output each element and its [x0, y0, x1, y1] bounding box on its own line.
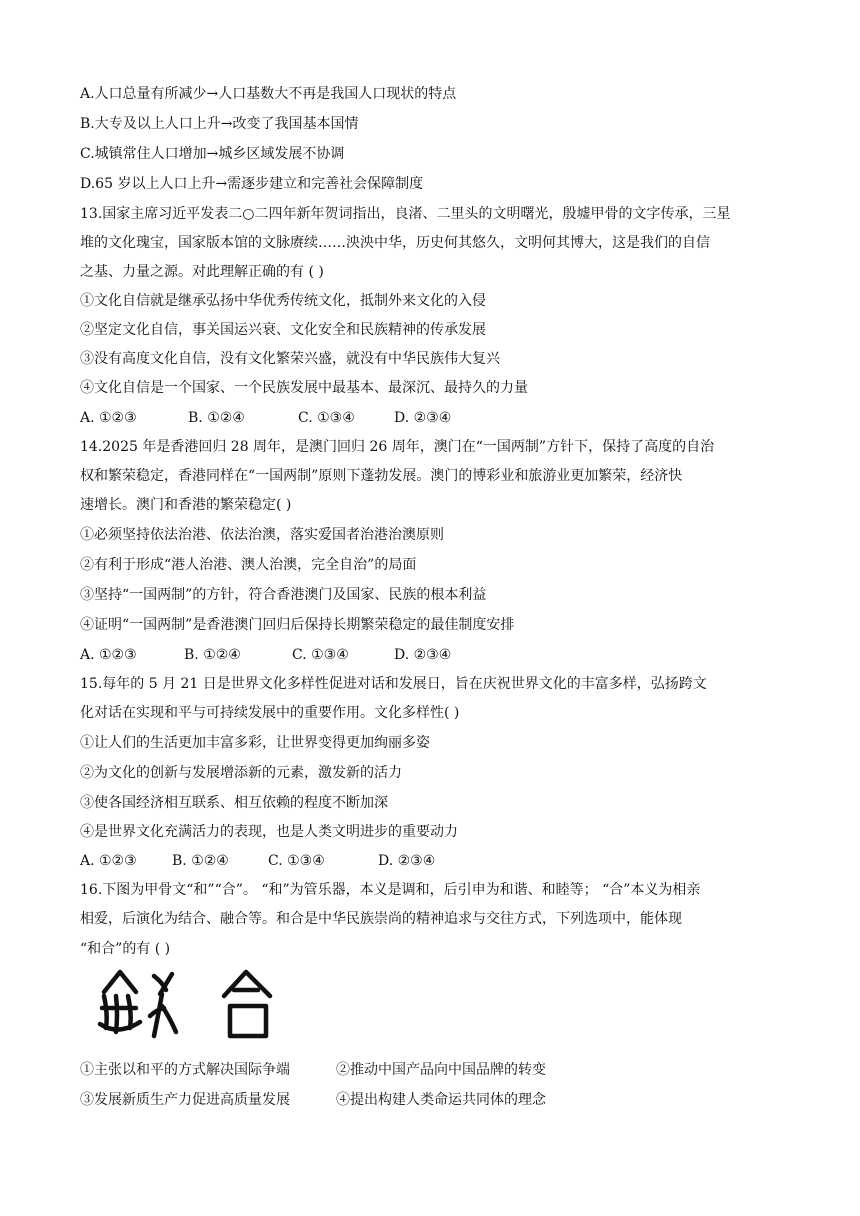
q14-choices	[80, 645, 451, 665]
q14-item-4: ④证明“一国两制”是香港澳门回归后保持长期繁荣稳定的最佳制度安排	[80, 617, 515, 633]
q15-stem-line-1: 15.每年的 5 月 21 日是世界文化多样性促进对话和发展日，旨在庆祝世界文化的丰富多样，弘扬跨文	[80, 676, 707, 692]
q13-stem-line-1: 13.国家主席习近平发表二○二四年新年贺词指出，良渚、二里头的文明曙光，殷墟甲骨的文字传承，三星	[80, 206, 731, 222]
q16-items-row-1	[80, 1060, 546, 1080]
q14-stem-line-3: 速增长。澳门和香港的繁荣稳定( )	[80, 497, 292, 513]
q16-item-4: ④提出构建人类命运共同体的理念	[336, 1092, 546, 1108]
q13-choice-c: C. ①③④	[298, 410, 355, 426]
q13-item-4: ④文化自信是一个国家、一个民族发展中最基本、最深沉、最持久的力量	[80, 380, 528, 396]
q16-stem-line-3: “和合”的有 ( )	[80, 941, 171, 957]
q16-items-row-2	[80, 1090, 546, 1110]
q16-item-3: ③发展新质生产力促进高质量发展	[80, 1092, 290, 1108]
q14-choice-c: C. ①③④	[292, 647, 349, 663]
q14-stem-line-2: 权和繁荣稳定，香港同样在“一国两制”原则下蓬勃发展。澳门的博彩业和旅游业更加繁荣，经济快	[80, 468, 683, 484]
q16-stem-line-2: 相爱，后演化为结合、融合等。和合是中华民族崇尚的精神追求与交往方式，下列选项中，能体现	[80, 911, 682, 927]
q14-choice-b: B. ①②④	[184, 647, 241, 663]
q15-choice-d: D. ②③④	[378, 853, 436, 869]
q16-item-2: ②推动中国产品向中国品牌的转变	[336, 1062, 546, 1078]
q15-item-3: ③使各国经济相互联系、相互依赖的程度不断加深	[80, 795, 388, 811]
q16-stem-line-1: 16.下图为甲骨文“和”“合”。 “和”为管乐器，本义是调和，后引申为和谐、和睦等； “合”本义为相亲	[80, 882, 701, 898]
q13-item-1: ①文化自信就是继承弘扬中华优秀传统文化，抵制外来文化的入侵	[80, 293, 486, 309]
q14-item-1: ①必须坚持依法治港、依法治澳，落实爱国者治港治澳原则	[80, 527, 444, 543]
q13-choices	[80, 408, 451, 428]
q13-stem-line-3: 之基、力量之源。对此理解正确的有 ( )	[80, 264, 324, 280]
q13-stem-line-2: 堆的文化瑰宝，国家版本馆的文脉赓续……泱泱中华，历史何其悠久，文明何其博大，这是我们的自信	[80, 235, 710, 251]
q15-choice-c: C. ①③④	[268, 853, 325, 869]
q14-item-2: ②有利于形成“港人治港、澳人治澳，完全自治”的局面	[80, 557, 417, 573]
q13-item-3: ③没有高度文化自信，没有文化繁荣兴盛，就没有中华民族伟大复兴	[80, 351, 500, 367]
q14-stem-line-1: 14.2025 年是香港回归 28 周年，是澳门回归 26 周年，澳门在“一国两制”方针下，保持了高度的自治	[80, 439, 715, 455]
q13-item-2: ②坚定文化自信，事关国运兴衰、文化安全和民族精神的传承发展	[80, 322, 486, 338]
q12-option-a: A.人口总量有所减少→人口基数大不再是我国人口现状的特点	[80, 86, 457, 102]
q12-option-b: B.大专及以上人口上升→改变了我国基本国情	[80, 116, 359, 132]
q15-choice-a: A. ①②③	[80, 853, 137, 869]
oracle-bone-glyphs-image	[96, 966, 296, 1046]
q13-choice-b: B. ①②④	[188, 410, 245, 426]
q16-item-1: ①主张以和平的方式解决国际争端	[80, 1062, 290, 1078]
q14-choice-a: A. ①②③	[80, 647, 137, 663]
q15-stem-line-2: 化对话在实现和平与可持续发展中的重要作用。文化多样性( )	[80, 705, 460, 721]
q13-choice-d: D. ②③④	[394, 410, 452, 426]
glyph-he2-roof	[224, 972, 270, 996]
q12-option-d: D.65 岁以上人口上升→需逐步建立和完善社会保障制度	[80, 176, 424, 192]
q14-item-3: ③坚持“一国两制”的方针，符合香港澳门及国家、民族的根本利益	[80, 587, 487, 603]
q15-choices	[80, 851, 435, 871]
q12-option-c: C.城镇常住人口增加→城乡区域发展不协调	[80, 146, 345, 162]
q13-choice-a: A. ①②③	[80, 410, 137, 426]
q15-choice-b: B. ①②④	[172, 853, 229, 869]
q15-item-2: ②为文化的创新与发展增添新的元素，激发新的活力	[80, 765, 402, 781]
glyph-he-roof	[104, 972, 136, 992]
q15-item-4: ④是世界文化充满活力的表现，也是人类文明进步的重要动力	[80, 824, 458, 840]
q15-item-1: ①让人们的生活更加丰富多彩，让世界变得更加绚丽多姿	[80, 735, 430, 751]
q14-choice-d: D. ②③④	[394, 647, 452, 663]
